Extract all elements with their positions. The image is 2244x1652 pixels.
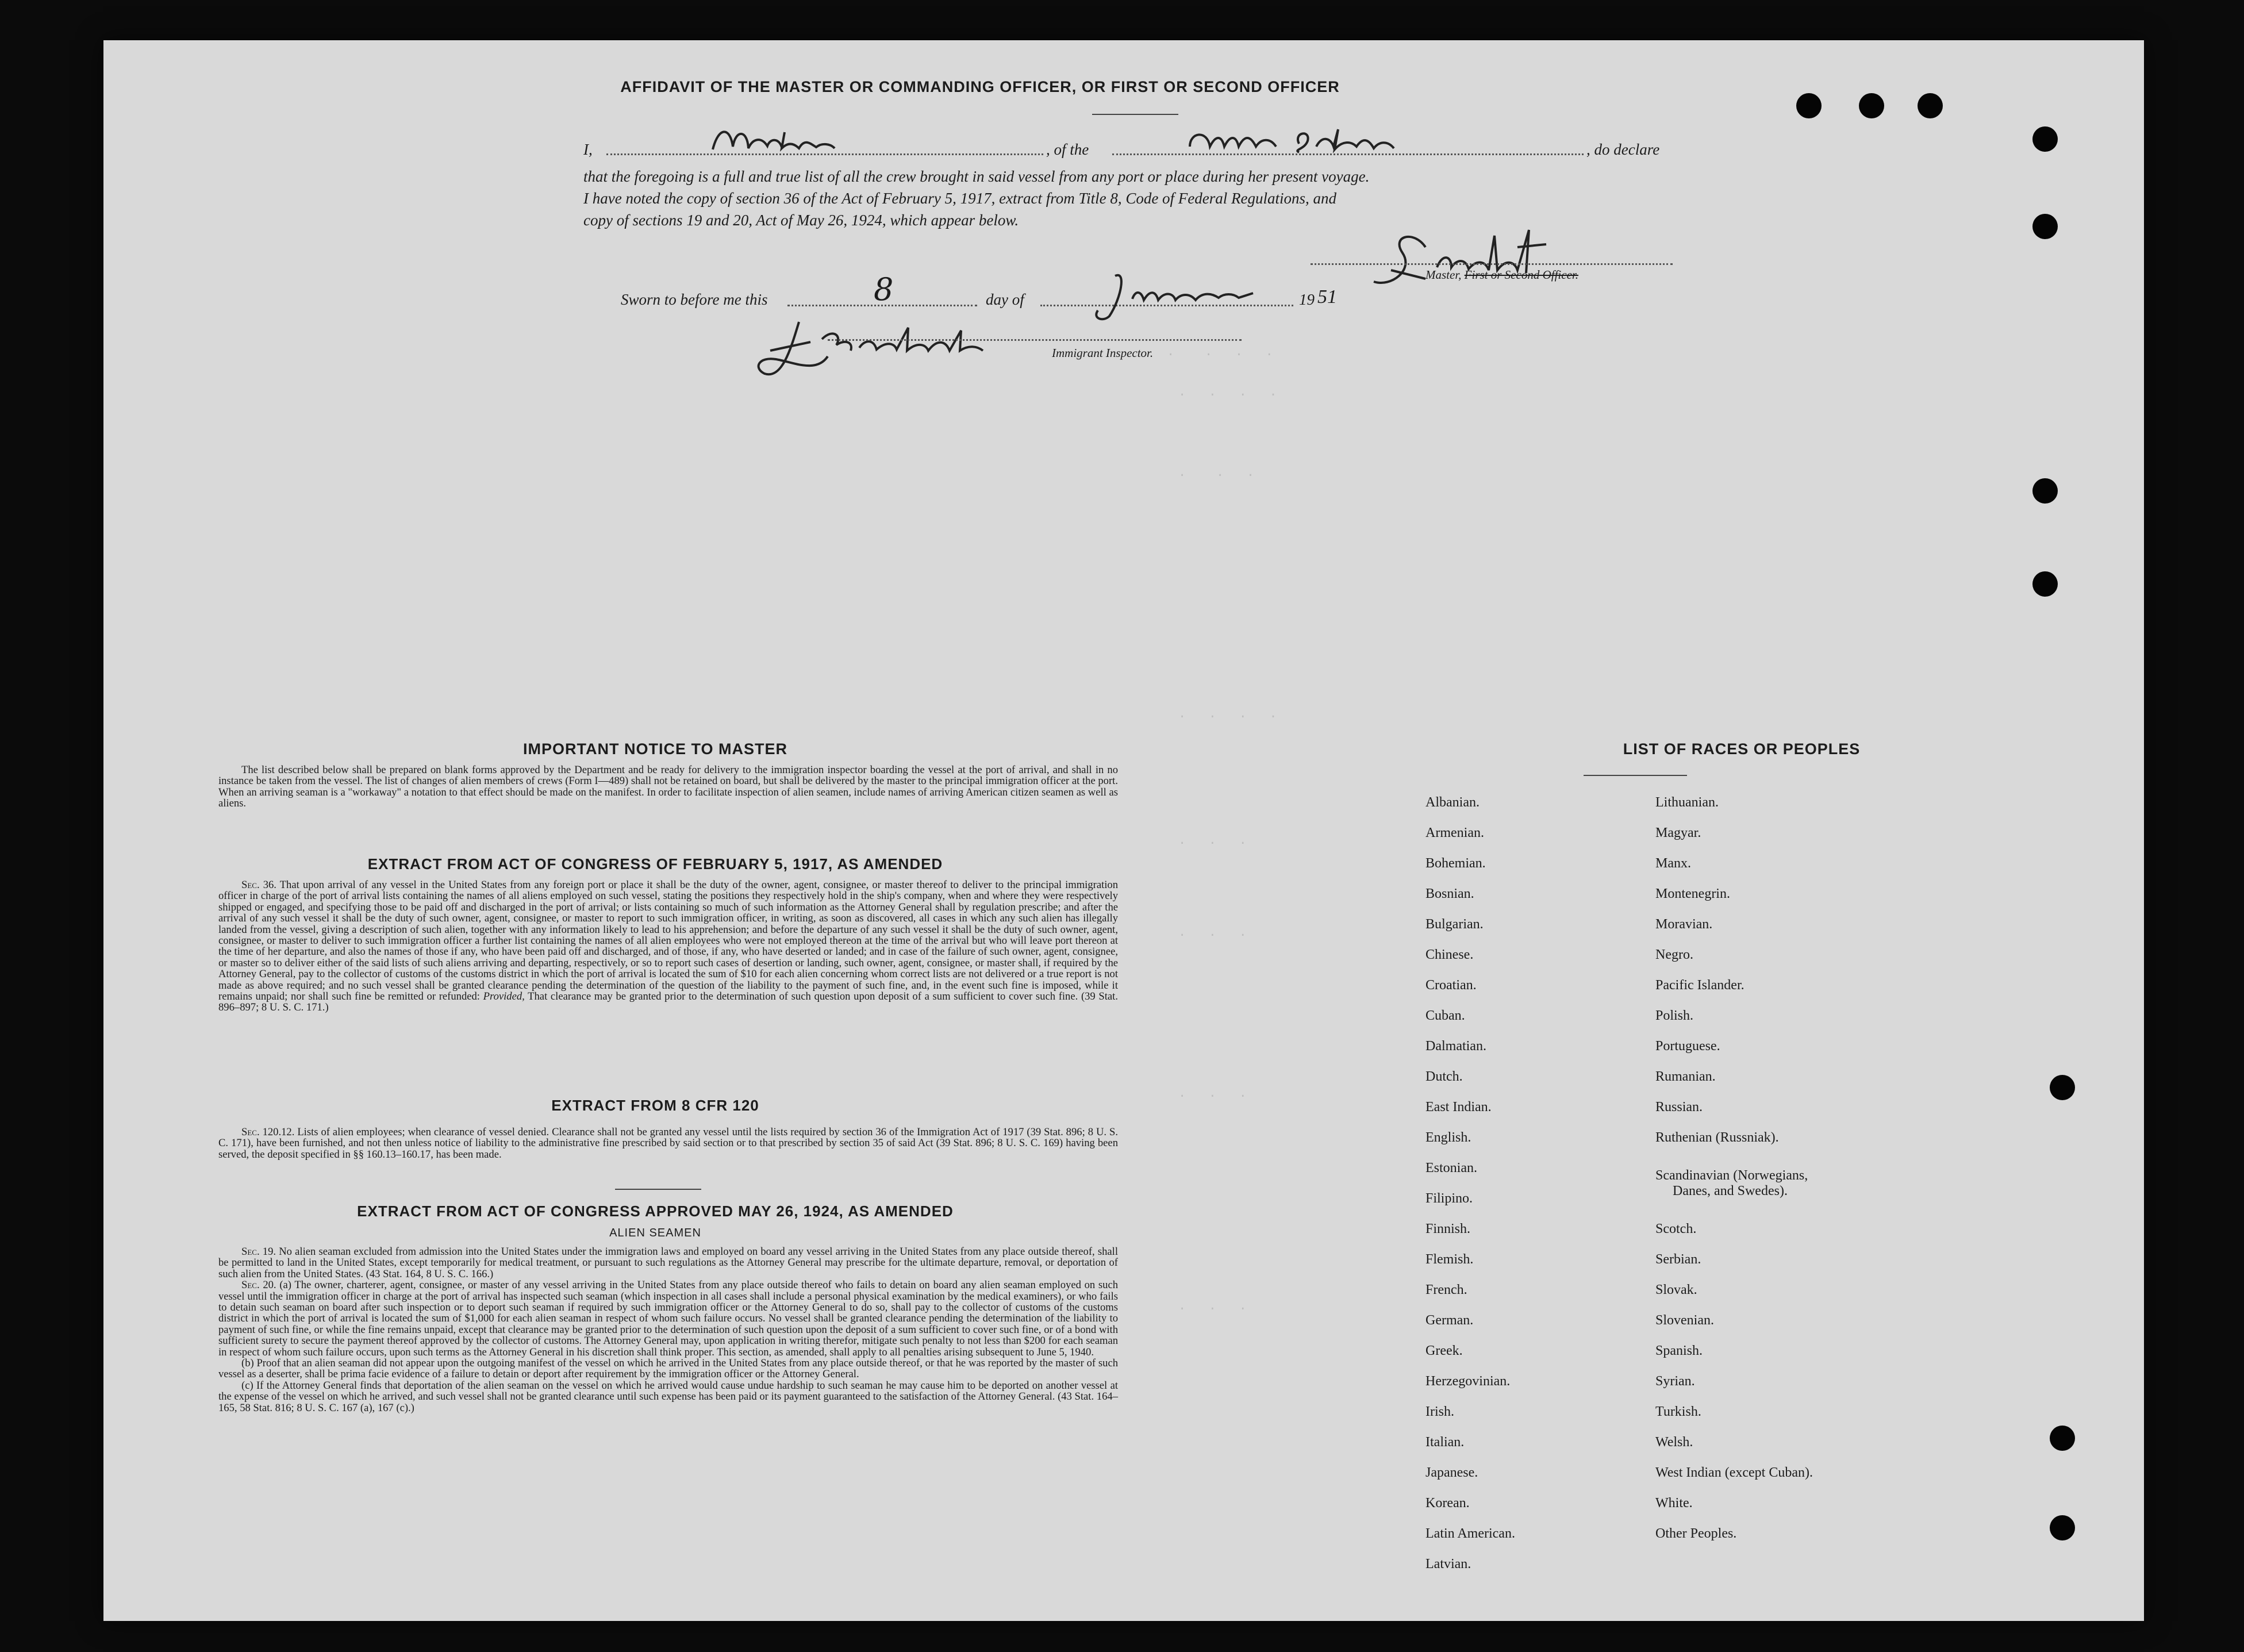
punch-hole [2032,571,2058,597]
sec-36-text-end: That clearance may be granted prior to the determination of such question upon deposit of a sum sufficient to cover such fine. (39 Stat. 896–897; 8 U. S. C. 171.) [218,990,1118,1014]
provided-word: Provided, [483,990,525,1003]
sworn-day-of: day of [986,291,1024,308]
race-item: Korean. [1425,1496,1470,1511]
affidavit-line-4: copy of sections 19 and 20, Act of May 26, 1924, which appear below. [583,212,1019,229]
sec-19-label: Sec. 19. [241,1246,276,1258]
declaration-do-declare: , do declare [1586,141,1660,158]
race-item: Greek. [1425,1343,1463,1358]
race-item: Cuban. [1425,1008,1465,1023]
punch-hole [2050,1515,2075,1540]
inspector-caption: Immigrant Inspector. [1052,346,1154,360]
sworn-prefix: Sworn to before me this [621,291,768,308]
punch-hole [1796,93,1822,118]
race-item: Croatian. [1425,978,1477,993]
document-page: . . . . . . . . . . . . . . . . . . . . . . . . . . . AFFIDAVIT OF THE MASTER OR COMMANDING OFFICER, OR FIRST OR SECOND OFFICER I, , of the , do declare that the foregoing is a full and true list of all the crew brought in said vessel from any port or place during her present voyage. I have noted the copy of section 36 of the Act of February 5, 1917, extract from Title 8, Code of Federal Regulations, and copy of sections 19 and 20, Act of May 26, 1924, which appear below. Master, First or Second Officer. Sworn to before me this 8 day of 19 51 Immigrant Inspector. IMPORTANT NOTICE TO MASTER The list described below shall be prepared on blank forms approved by the Department and be ready for delivery to the immigration inspector boarding the vessel at the port of arrival, and shall in no instance be taken from the vessel. The list of changes of alien members of crews (Form I—489) shall not be retained on board, but shall be delivered by the master to the principal immigration officer at the port. When an arriving seaman is a "workaway" a notation to that effect should be made on the manifest. In order to facilitate inspection of alien seamen, include names of arriving American citizen seamen as well as aliens. EXTRACT FROM ACT OF CONGRESS OF FEBRUARY 5, 1917, AS AMENDED Sec. 36. That upon arrival of any vessel in the United States from any foreign port or place it shall be the duty of the owner, agent, consignee, or master thereof to deliver to the principal immigration officer in charge of the port of arrival lists containing the names of all aliens employed on such vessel, stating the positions they respectively hold in the ship's company, when and where they were respectively shipped or engaged, and specifying those to be paid off and discharged in the port of arrival; or lists containing so much of such information as the Attorney General shall by regulation prescribe; and after the arrival of any such vessel it shall be the duty of such owner, agent, consignee, or master to report to such immigration officer, in writing, as soon as discovered, all cases in which any such alien has illegally landed from the vessel, giving a description of such alien, together with any information likely to lead to his apprehension; and before the departure of any such vessel it shall be the duty of such owner, agent, consignee, or master to deliver to such immigration officer a further list containing the names of all alien employees who were not employed thereon at the time of the arrival but who will leave port thereon at the time of her departure, and also the names of those if any, who have been paid off and discharged, and of those, if any, who have deserted or landed; and in case of the failure of such owner, agent, consignee, or master so to deliver either of the said lists of such aliens arriving and departing, respectively, or so to report such cases of desertion or landing, such owner, agent, consignee, or master shall, if required by the Attorney General, pay to the collector of customs of the customs district in which the port of arrival is located the sum of $10 for each alien concerning whom correct lists are not delivered or a true report is not made as above required; and no such vessel shall be granted clearance pending the determination of the question of the liability to the payment of such fine, and, in the event such fine is imposed, while it remains unpaid; nor shall such fine be remitted or refunded: Provided, That clearance may be granted prior to the determination of such question upon deposit of a sum sufficient to cover such fine. (39 Stat. 896–897; 8 U. S. C. 171.) EXTRACT FROM 8 CFR 120 Sec. 120.12. Lists of alien employees; when clearance of vessel denied. Clearance shall not be granted any vessel until the lists required by section 36 of the Immigration Act of 1917 (39 Stat. 896; 8 U. S. C. 171), have been furnished, and not then unless notice of liability to the administrative fine prescribed by said section or to that prescribed by section 35 of said Act (39 Stat. 896; 8 U. S. C. 169) having been served, the deposit specified in §§ 160.13–160.17, has been made. EXTRACT FROM ACT OF CONGRESS APPROVED MAY 26, 1924, AS AMENDED ALIEN SEAMEN Sec. 19. No alien seaman excluded from admission into the United States under the immigration laws and employed on board any vessel arriving in the United States from any place outside thereof, shall be permitted to land in the United States, except temporarily for medical treatment, or pursuant to such regulations as the Attorney General may prescribe for the ultimate departure, removal, or deportation of such alien from the United States. (43 Stat. 164, 8 U. S. C. 166.) Sec. 20. (a) The owner, charterer, agent, consignee, or master of any vessel arriving in the United States from any place outside thereof who fails to detain on board any alien seaman employed on such vessel until the immigration officer in charge at the port of arrival has inspected such seaman (which inspection in all cases shall include a personal physical examination by the medical examiners), or who fails to detain such seaman on board after such inspection or to deport such seaman if required by such immigration officer or the Attorney General to do so, shall pay to the collector of customs of the customs district in which the port of arrival is located the sum of $1,000 for each alien seaman in respect of whom such failure occurs. No vessel shall be granted clearance pending the determination of the liability to payment of such fine, or while the fine remains unpaid, except that clearance may be granted prior to the determination of such question upon the deposit of a sum sufficient to cover such fine, or of a bond with sufficient surety to secure the payment thereof approved by the collector of customs. The Attorney General may, upon application in writing therefor, mitigate such penalty to not less than $200 for each seaman in respect of whom such failure occurs, upon such terms as the Attorney General in his discretion shall think proper. This section, as amended, shall apply to all penalties arising subsequent to June 5, 1940. (b) Proof that an alien seaman did not appear upon the outgoing manifest of the vessel on which he arrived in the United States from any place outside thereof, or that he was reported by the master of such vessel as a deserter, shall be prima facie evidence of a failure to detain or deport after requirement by the immigration officer or the Attorney General. (c) If the Attorney General finds that deportation of the alien seaman on the vessel on which he arrived would cause undue hardship to such seaman he may cause him to be deported on another vessel at the expense of the vessel on which he arrived, and such vessel shall not be granted clearance until such expense has been paid or its payment guaranteed to the satisfaction of the Attorney General. (43 Stat. 164–165, 58 Stat. 816; 8 U. S. C. 167 (a), 167 (c).) LIST OF RACES OR PEOPLES Albanian. Armenian. Bohemian. Bosnian. Bulgarian. Chinese. Croatian. Cuban. Dalmatian. Dutch. East Indian. English. Estonian. Filipino. Finnish. Flemish. French. German. Greek. Herzegovinian. Irish. Italian. Japanese. Korean. Latin American. Latvian. Lithuanian. Magyar. Manx. Montenegrin. Moravian. Negro. Pacific Islander. Polish. Portuguese. Rumanian. Russian. Ruthenian (Russniak). Scandinavian (Norwegians, Danes, and Swedes). Scotch. Serbian. Slovak. Slovenian. Spanish. Syrian. Turkish. Welsh. West Indian (except Cuban). White. Other Peoples. [103,40,2144,1621]
divider [1092,114,1178,115]
master-caption-master: Master, [1425,268,1462,282]
race-item: Pacific Islander. [1655,978,1745,993]
race-item: Scotch. [1655,1221,1697,1236]
race-item: East Indian. [1425,1100,1492,1115]
punch-hole [2050,1426,2075,1451]
race-item: White. [1655,1496,1693,1511]
race-item: Filipino. [1425,1191,1473,1206]
sec-120-text: Lists of alien employees; when clearance of vessel denied. Clearance shall not be granted any vessel until the lists required by section 36 of the Immigration Act of 1917 (39 Stat. 896; 8 U. S. C. 171), have been furnished, and not then unless notice of liability to the administrative fine prescribed by said section or to that prescribed by section 35 of said Act (39 Stat. 896; 8 U. S. C. 169) having been served, the deposit specified in §§ 160.13–160.17, has been made. [218,1126,1118,1161]
declaration-of-the: , of the [1046,141,1089,158]
sworn-year-suffix: 51 [1317,286,1337,308]
race-item: Montenegrin. [1655,886,1730,901]
race-item: Slovak. [1655,1282,1697,1297]
notice-paragraph: The list described below shall be prepared on blank forms approved by the Department and be ready for delivery to the immigration inspector boarding the vessel at the port of arrival, and shall in no instance be taken from the vessel. The list of changes of alien members of crews (Form I—489) shall not be retained on board, but shall be delivered by the master to the principal immigration officer at the port. When an arriving seaman is a "workaway" a notation to that effect should be made on the manifest. In order to facilitate inspection of alien seamen, include names of arriving American citizen seamen as well as aliens. [218,764,1118,810]
race-item: Syrian. [1655,1374,1695,1389]
race-item: Armenian. [1425,825,1484,840]
race-item: Finnish. [1425,1221,1471,1236]
sec-36-text: That upon arrival of any vessel in the United States from any foreign port or place it shall be the duty of the owner, agent, consignee, or master thereof to deliver to the principal immigration officer in charge of the port of arrival lists containing the names of all aliens employed on such vessel, stating the positions they respectively hold in the ship's company, when and where they were respectively shipped or engaged, and specifying those to be paid off and discharged in the port of arrival; or lists containing so much of such information as the Attorney General shall by regulation prescribe; and after the arrival of any such vessel it shall be the duty of such owner, agent, consignee, or master to report to such immigration officer, in writing, as soon as discovered, all cases in which any such alien has illegally landed from the vessel, giving a description of such alien, together with any information likely to lead to his apprehension; and before the departure of any such vessel it shall be the duty of such owner, agent, consignee, or master to deliver to such immigration officer a further list containing the names of all alien employees who were not employed thereon at the time of the arrival but who will leave port thereon at the time of her departure, and also the names of those if any, who have been paid off and discharged, and of those, if any, who have deserted or landed; and in case of the failure of such owner, agent, consignee, or master so to deliver either of the said lists of such aliens arriving and departing, respectively, or so to report such cases of desertion or landing, such owner, agent, consignee, or master shall, if required by the Attorney General, pay to the collector of customs of the customs district in which the port of arrival is located the sum of $10 for each alien concerning whom correct lists are not delivered or a true report is not made as above required; and no such vessel shall be granted clearance pending the determination of the question of the liability to the payment of such fine, and, in the event such fine is imposed, while it remains unpaid; nor shall such fine be remitted or refunded: [218,879,1118,1003]
sec-20-label: Sec. 20. [241,1279,276,1292]
race-item: Slovenian. [1655,1313,1714,1328]
sec-120-label: Sec. 120.12. [241,1126,295,1138]
sworn-day-number: 8 [874,271,894,308]
race-item: Flemish. [1425,1252,1474,1267]
divider [1584,775,1687,776]
affidavit-title: AFFIDAVIT OF THE MASTER OR COMMANDING OFFICER, OR FIRST OR SECOND OFFICER [620,78,1340,95]
race-item: German. [1425,1313,1474,1328]
race-item: Manx. [1655,856,1691,871]
race-item: Irish. [1425,1404,1454,1419]
sec-20a-text: (a) The owner, charterer, agent, consignee, or master of any vessel arriving in the United States from any place outside thereof who fails to detain on board any alien seaman employed on such vessel until the immigration officer in charge at the port of arrival has inspected such seaman (which inspection in all cases shall include a personal physical examination by the medical examiners), or who fails to detain such seaman on board after such inspection or to deport such seaman if required by such immigration officer or the Attorney General to do so, shall pay to the collector of customs of the customs district in which the port of arrival is located the sum of $1,000 for each alien seaman in respect of whom such failure occurs. No vessel shall be granted clearance pending the determination of the liability to payment of such fine, or while the fine remains unpaid, except that clearance may be granted prior to the determination of such question upon the deposit of a sum sufficient to cover such fine, or of a bond with sufficient surety to secure the payment thereof approved by the collector of customs. The Attorney General may, upon application in writing therefor, mitigate such penalty to not less than $200 for each seaman in respect of whom such failure occurs, upon such terms as the Attorney General in his discretion shall think proper. This section, as amended, shall apply to all penalties arising subsequent to June 5, 1940. [218,1279,1118,1358]
race-item: Spanish. [1655,1343,1703,1358]
extract-1917-text [218,879,1118,1013]
declaration-i: I, [583,141,593,158]
race-item-continued: Danes, and Swedes). [1673,1184,1788,1198]
race-item: French. [1425,1282,1467,1297]
race-item: Portuguese. [1655,1039,1720,1054]
race-item: Other Peoples. [1655,1526,1737,1541]
race-item: English. [1425,1130,1471,1145]
race-item: Serbian. [1655,1252,1701,1267]
handwritten-master [707,121,891,161]
race-item: West Indian (except Cuban). [1655,1465,1813,1480]
punch-hole [1918,93,1943,118]
extract-1924-text [218,1246,1118,1413]
race-item: Polish. [1655,1008,1694,1023]
inspector-signature-line [828,339,1242,341]
alien-seamen-subtitle: ALIEN SEAMEN [609,1227,701,1239]
race-item: Dutch. [1425,1069,1463,1084]
punch-hole [2032,126,2058,152]
race-item: Bosnian. [1425,886,1474,901]
race-item: Latvian. [1425,1557,1471,1572]
punch-hole [2032,214,2058,239]
race-item: Negro. [1655,947,1693,962]
race-item: Rumanian. [1655,1069,1716,1084]
race-item: Moravian. [1655,917,1713,932]
handwritten-month [1081,264,1322,328]
extract-8cfr-text [218,1127,1118,1160]
race-item: Russian. [1655,1100,1703,1115]
master-caption-officer: First or Second Officer. [1464,268,1578,282]
race-item: Scandinavian (Norwegians, [1655,1168,1808,1183]
race-item: Ruthenian (Russniak). [1655,1130,1779,1145]
master-caption [1425,268,1578,282]
race-item: Bulgarian. [1425,917,1484,932]
sec-36-label: Sec. 36. [241,879,276,891]
race-item: Dalmatian. [1425,1039,1486,1054]
affidavit-line-2: that the foregoing is a full and true list of all the crew brought in said vessel from any port or place during her present voyage. [583,168,1370,185]
sec-20b-text: (b) Proof that an alien seaman did not appear upon the outgoing manifest of the vessel on which he arrived in the United States from any place outside thereof, or that he was reported by the master of such vessel as a deserter, shall be prima facie evidence of a failure to detain or deport after requirement by the immigration officer or the Attorney General. [218,1357,1118,1381]
notice-title: IMPORTANT NOTICE TO MASTER [523,740,787,758]
punch-hole [2050,1075,2075,1100]
affidavit-line-3: I have noted the copy of section 36 of the Act of February 5, 1917, extract from Title 8, Code of Federal Regulations, and [583,190,1337,207]
race-item: Italian. [1425,1435,1465,1450]
handwritten-vessel-name [1184,121,1425,161]
race-item: Magyar. [1655,825,1701,840]
race-item: Lithuanian. [1655,795,1719,810]
race-item: Welsh. [1655,1435,1693,1450]
inspector-signature [736,305,1092,391]
race-item: Herzegovinian. [1425,1374,1511,1389]
race-item: Albanian. [1425,795,1480,810]
race-item: Chinese. [1425,947,1474,962]
sec-20c-text: (c) If the Attorney General finds that deportation of the alien seaman on the vessel on which he arrived would cause undue hardship to such seaman he may cause him to be deported on another vessel at the expense of the vessel on which he arrived, and such vessel shall not be granted clearance until such expense has been paid or its payment guaranteed to the satisfaction of the Attorney General. (43 Stat. 164–165, 58 Stat. 816; 8 U. S. C. 167 (a), 167 (c).) [218,1379,1118,1414]
extract-8cfr-title: EXTRACT FROM 8 CFR 120 [551,1097,759,1114]
master-signature-line [1311,263,1673,265]
extract-1924-title: EXTRACT FROM ACT OF CONGRESS APPROVED MAY 26, 1924, AS AMENDED [357,1202,954,1220]
race-item: Japanese. [1425,1465,1478,1480]
race-item: Estonian. [1425,1161,1477,1175]
race-item: Bohemian. [1425,856,1486,871]
race-item: Latin American. [1425,1526,1515,1541]
races-title: LIST OF RACES OR PEOPLES [1623,740,1861,758]
punch-hole [1859,93,1884,118]
divider [615,1189,701,1190]
notice-text [218,764,1118,809]
sworn-year-prefix: 19 [1299,291,1315,308]
punch-hole [2032,478,2058,504]
extract-1917-title: EXTRACT FROM ACT OF CONGRESS OF FEBRUARY 5, 1917, AS AMENDED [367,855,943,873]
sec-19-text: No alien seaman excluded from admission into the United States under the immigration laws and employed on board any vessel arriving in the United States from any place outside thereof, shall be permitted to land in the United States, except temporarily for medical treatment, or pursuant to such regulations as the Attorney General may prescribe for the ultimate departure, removal, or deportation of such alien from the United States. (43 Stat. 164, 8 U. S. C. 166.) [218,1246,1118,1280]
race-item: Turkish. [1655,1404,1701,1419]
